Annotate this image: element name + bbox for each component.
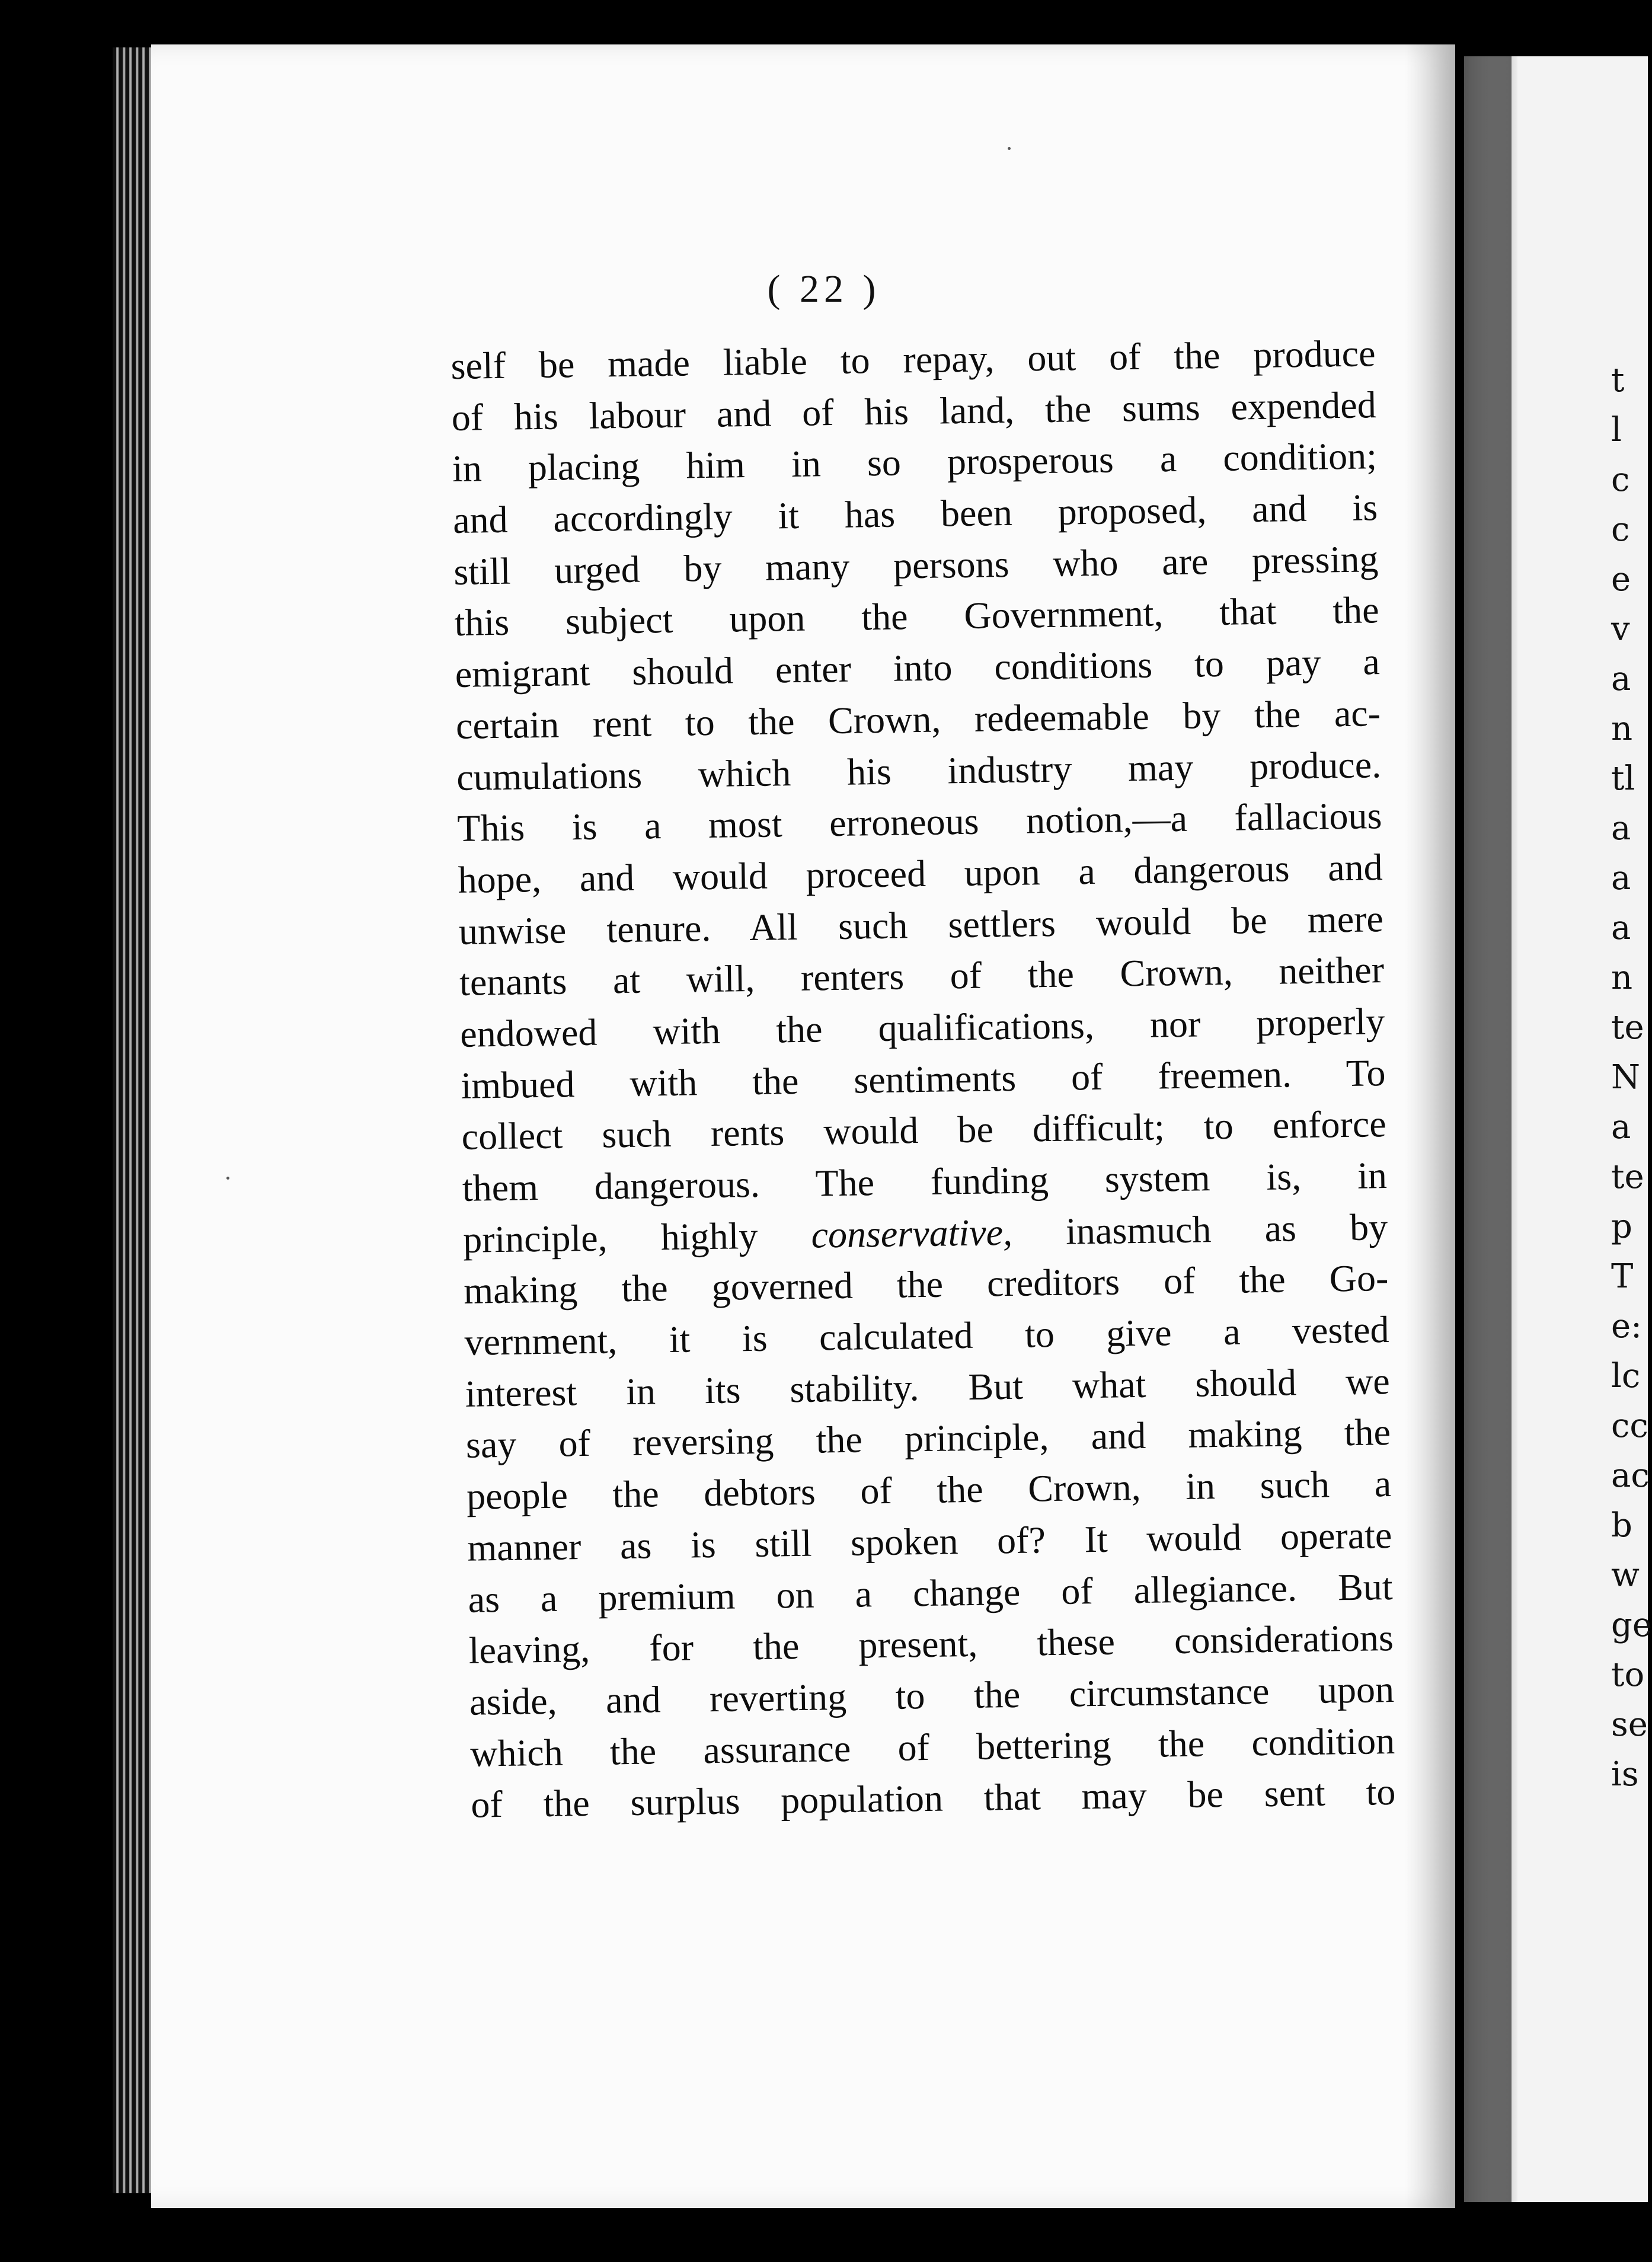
facing-page-fragment: T	[1611, 1257, 1634, 1296]
facing-page-fragment: p	[1611, 1207, 1632, 1246]
facing-page-fragment: v	[1611, 610, 1630, 648]
facing-page-fragment: n	[1611, 710, 1633, 748]
text-line: imbued with the sentiments of freemen. To	[461, 1051, 1386, 1107]
text-line: emigrant should enter into conditions to pay a	[455, 640, 1381, 696]
scan-speck	[1008, 147, 1011, 150]
text-line: unwise tenure. All such settlers would be mere	[458, 897, 1384, 953]
facing-page-fragment: c	[1611, 461, 1630, 499]
text-line: endowed with the qualifications, nor properly	[459, 1000, 1385, 1055]
facing-page-fragment: e	[1611, 560, 1631, 599]
text-fragment: inasmuch as by	[1065, 1205, 1388, 1253]
text-line: them dangerous. The funding system is, in	[462, 1154, 1388, 1209]
page-number	[0, 267, 1648, 312]
text-line: tenants at will, renters of the Crown, neither	[459, 948, 1385, 1004]
facing-page-fragment: se	[1611, 1705, 1648, 1744]
facing-page-fragment: t	[1611, 361, 1625, 400]
text-line: people the debtors of the Crown, in such a	[466, 1462, 1392, 1517]
facing-page-fragment: cc	[1611, 1407, 1648, 1445]
facing-page-fragment: a	[1611, 1108, 1631, 1146]
facing-page-fragment: lc	[1611, 1357, 1641, 1395]
text-line: of the surplus population that may be sent to	[470, 1771, 1396, 1826]
facing-page-fragment: to	[1611, 1656, 1645, 1694]
text-line: still urged by many persons who are pressing	[453, 537, 1379, 593]
italic-word: conservative,	[811, 1210, 1013, 1256]
body-text	[450, 328, 1396, 1830]
facing-page-fragment: b	[1611, 1506, 1632, 1545]
text-line: this subject upon the Government, that the	[454, 589, 1379, 644]
facing-page-fragment: w	[1611, 1556, 1640, 1595]
facing-page-fragment: e:	[1611, 1307, 1643, 1346]
facing-page-fragment: is	[1611, 1755, 1639, 1794]
text-line: interest in its stability. But what should we	[465, 1359, 1391, 1415]
facing-page-fragment: te	[1611, 1158, 1644, 1196]
facing-page-fragment: a	[1611, 660, 1631, 698]
text-line: self be made liable to repay, out of the produce	[450, 332, 1376, 387]
text-line: of his labour and of his land, the sums expended	[451, 383, 1377, 439]
text-line: making the governed the creditors of the Go-	[463, 1257, 1389, 1312]
text-line: cumulations which his industry may produce.	[456, 743, 1382, 798]
facing-page-fragment: ge	[1611, 1606, 1652, 1644]
facing-page-fragment: a	[1611, 909, 1631, 947]
facing-page-fragment: N	[1611, 1058, 1640, 1097]
facing-page-fragment: n	[1611, 959, 1633, 997]
facing-page-fragment: c	[1611, 510, 1630, 549]
text-line: leaving, for the present, these considerations	[468, 1616, 1394, 1672]
facing-page-fragment: tl	[1611, 759, 1635, 798]
gutter-shade	[1405, 44, 1512, 2208]
text-line: aside, and reverting to the circumstance upon	[469, 1667, 1395, 1723]
facing-page-fragment: a	[1611, 859, 1631, 897]
text-line: This is a most erroneous notion,—a fallacious	[456, 794, 1382, 850]
facing-page-fragment: a	[1611, 809, 1631, 848]
text-line: say of reversing the principle, and making the	[465, 1411, 1391, 1467]
text-line: and accordingly it has been proposed, and is	[452, 486, 1378, 542]
facing-page-fragment: ac	[1611, 1456, 1650, 1495]
text-line: manner as is still spoken of? It would operate	[466, 1513, 1392, 1569]
text-line: certain rent to the Crown, redeemable by the ac-	[455, 691, 1381, 747]
facing-page-text	[1611, 356, 1652, 1800]
scan-speck	[226, 1177, 229, 1180]
text-line: in placing him in so prosperous a condition;	[452, 434, 1378, 490]
text-line: which the assurance of bettering the condition	[469, 1719, 1395, 1775]
text-line: as a premium on a change of allegiance. But	[468, 1565, 1393, 1621]
facing-page-fragment: l	[1611, 411, 1622, 449]
text-line: hope, and would proceed upon a dangerous and	[458, 846, 1383, 901]
text-line: vernment, it is calculated to give a vested	[464, 1308, 1389, 1363]
text-fragment: principle, highly	[462, 1214, 758, 1261]
page-number-text: ( 22 )	[767, 267, 881, 311]
text-line: collect such rents would be difficult; to enforce	[461, 1103, 1387, 1158]
facing-page-fragment: te	[1611, 1008, 1644, 1047]
